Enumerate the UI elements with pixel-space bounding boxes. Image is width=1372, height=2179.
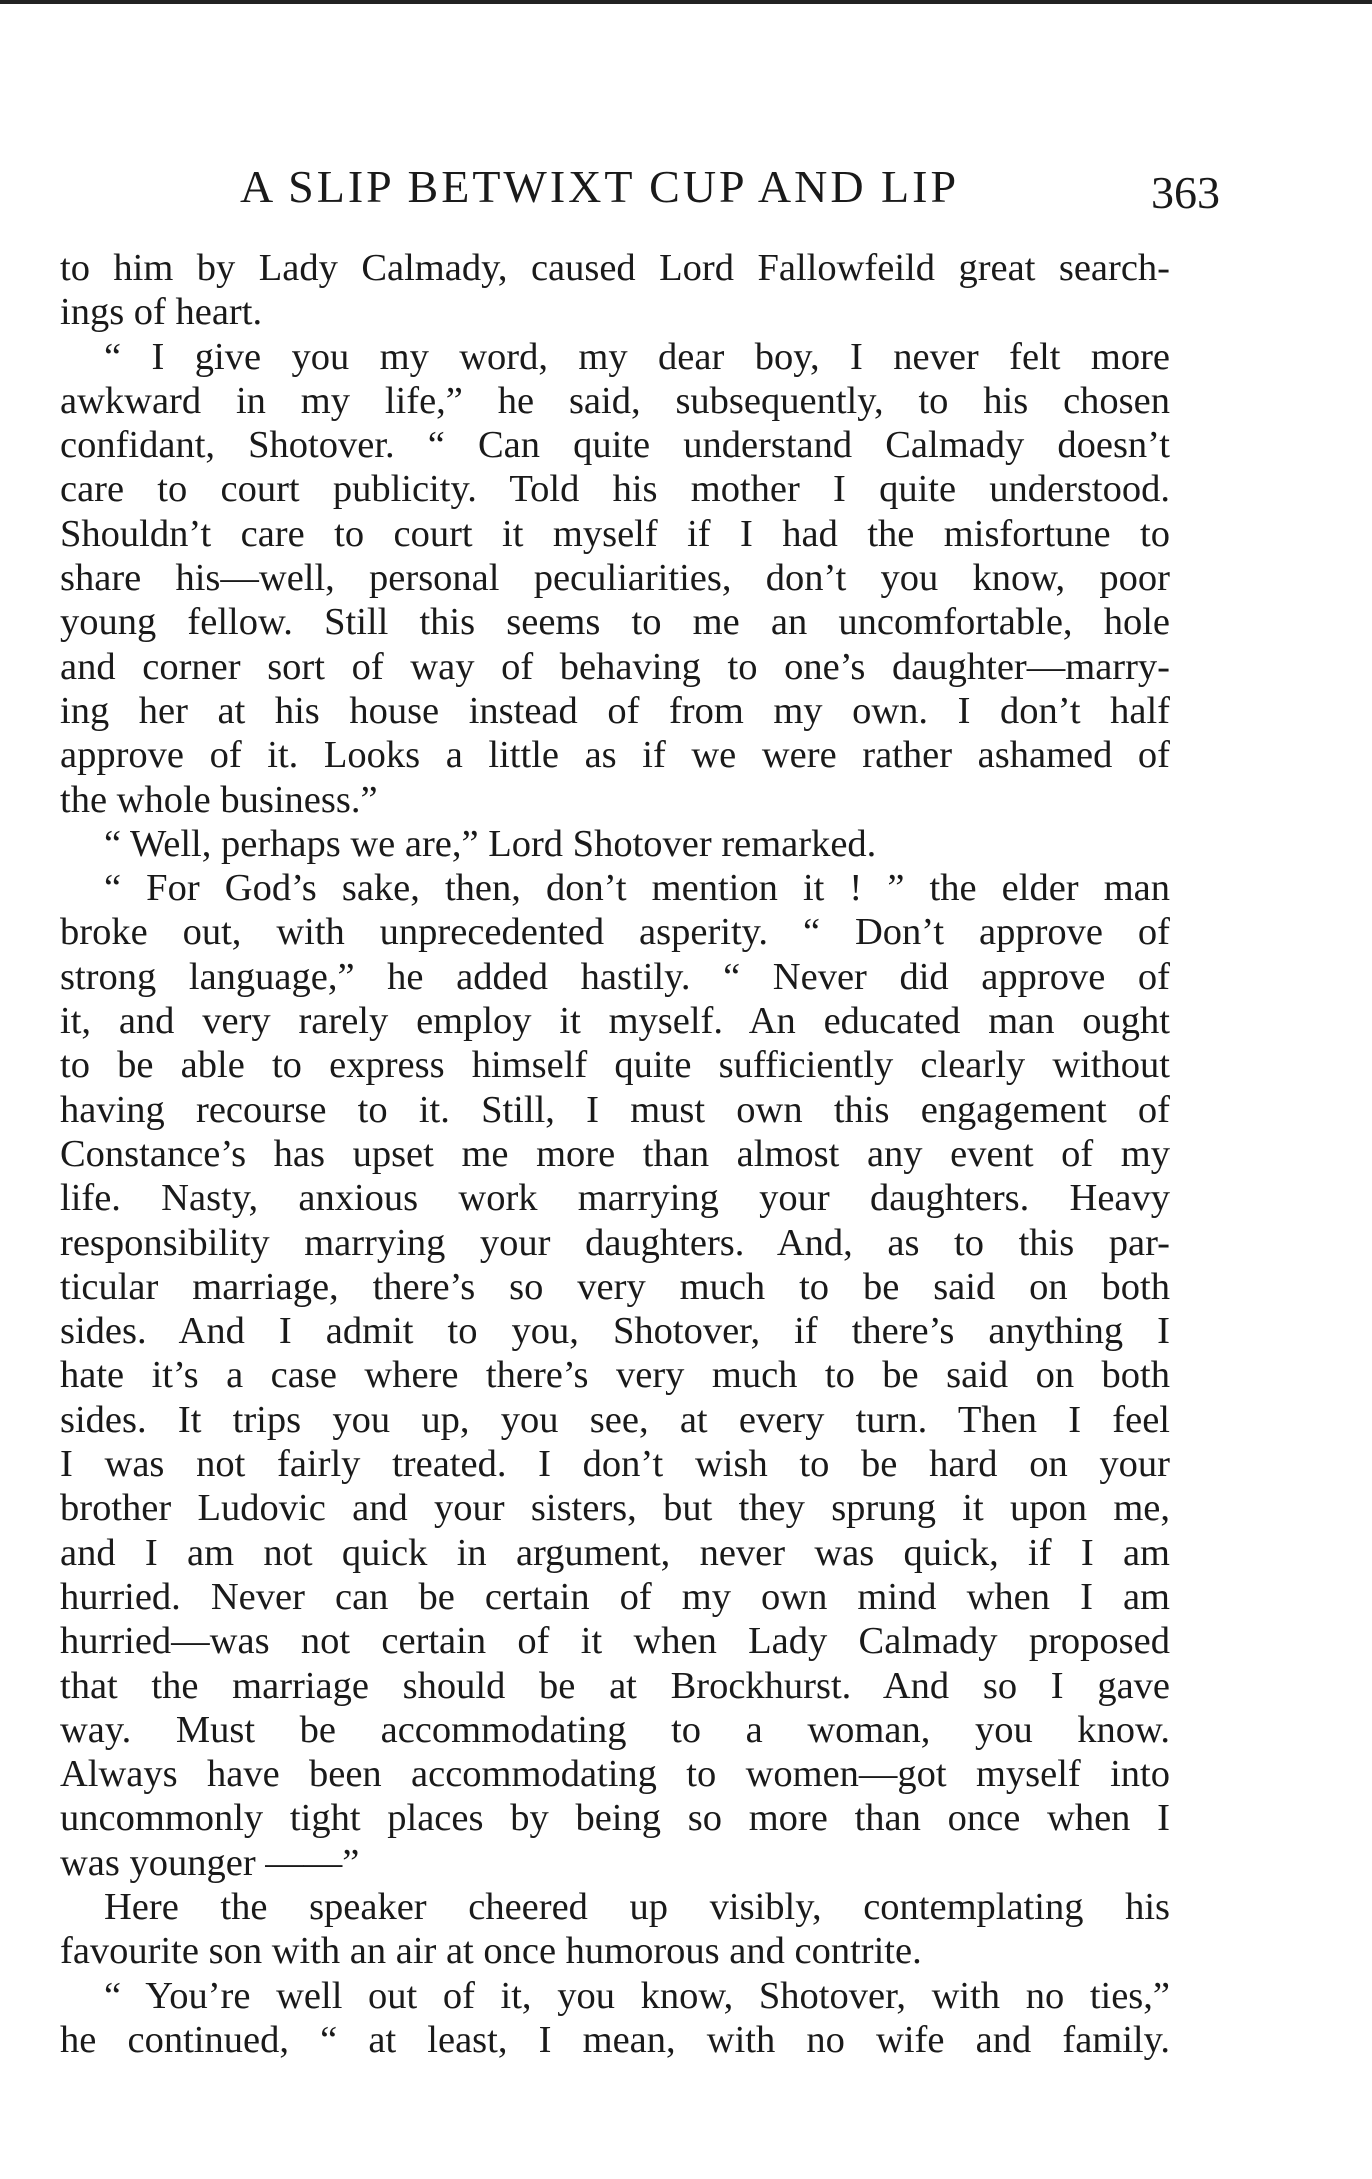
text-line: ticular marriage, there’s so very much to be said on both: [60, 1265, 1170, 1308]
page-header: [60, 160, 1220, 220]
text-line: care to court publicity. Told his mother I quite understood.: [60, 468, 1170, 511]
text-line: Constance’s has upset me more than almost any event of my: [60, 1132, 1170, 1175]
text-line: strong language,” he added hastily. “ Never did approve of: [60, 955, 1170, 998]
text-line: to be able to express himself quite sufficiently clearly without: [60, 1044, 1170, 1087]
text-line: way. Must be accommodating to a woman, you know.: [60, 1708, 1170, 1751]
text-line: hurried. Never can be certain of my own mind when I am: [60, 1575, 1170, 1618]
text-line: hate it’s a case where there’s very much to be said on both: [60, 1354, 1170, 1397]
text-line: life. Nasty, anxious work marrying your daughters. Heavy: [60, 1177, 1170, 1220]
text-line: uncommonly tight places by being so more than once when I: [60, 1797, 1170, 1840]
text-line: confidant, Shotover. “ Can quite understand Calmady doesn’t: [60, 424, 1170, 467]
text-line: “ For God’s sake, then, don’t mention it ! ” the elder man: [104, 867, 1170, 910]
text-line: responsibility marrying your daughters. And, as to this par-: [60, 1221, 1170, 1264]
text-line: share his—well, personal peculiarities, don’t you know, poor: [60, 557, 1170, 600]
text-line: “ You’re well out of it, you know, Shotover, with no ties,”: [104, 1974, 1170, 2017]
text-line: it, and very rarely employ it myself. An educated man ought: [60, 1000, 1170, 1043]
text-line: the whole business.”: [60, 778, 378, 821]
text-line: hurried—was not certain of it when Lady Calmady proposed: [60, 1620, 1170, 1663]
text-line: sides. And I admit to you, Shotover, if there’s anything I: [60, 1310, 1170, 1353]
top-page-edge: [0, 0, 1372, 4]
text-line: Shouldn’t care to court it myself if I had the misfortune to: [60, 512, 1170, 555]
text-line: broke out, with unprecedented asperity. “ Don’t approve of: [60, 911, 1170, 954]
text-line: that the marriage should be at Brockhurst. And so I gave: [60, 1664, 1170, 1707]
text-line: he continued, “ at least, I mean, with no wife and family.: [60, 2018, 1170, 2061]
text-line: sides. It trips you up, you see, at every turn. Then I feel: [60, 1398, 1170, 1441]
text-line: I was not fairly treated. I don’t wish to be hard on your: [60, 1443, 1170, 1486]
text-line: and I am not quick in argument, never was quick, if I am: [60, 1531, 1170, 1574]
running-title: A SLIP BETWIXT CUP AND LIP: [240, 161, 960, 212]
page-number: 363: [1151, 167, 1220, 218]
text-line: “ I give you my word, my dear boy, I never felt more: [104, 335, 1170, 378]
text-line: approve of it. Looks a little as if we were rather ashamed of: [60, 734, 1170, 777]
text-line: was younger ——”: [60, 1841, 360, 1884]
text-line: and corner sort of way of behaving to one’s daughter—marry-: [60, 645, 1170, 688]
text-line: awkward in my life,” he said, subsequently, to his chosen: [60, 379, 1170, 422]
text-line: ings of heart.: [60, 291, 263, 334]
text-line: Here the speaker cheered up visibly, contemplating his: [104, 1885, 1170, 1928]
text-line: to him by Lady Calmady, caused Lord Fallowfeild great search-: [60, 247, 1170, 289]
text-line: “ Well, perhaps we are,” Lord Shotover remarked.: [104, 822, 877, 865]
text-line: favourite son with an air at once humorous and contrite.: [60, 1930, 922, 1973]
text-line: ing her at his house instead of from my own. I don’t half: [60, 689, 1170, 732]
text-line: brother Ludovic and your sisters, but they sprung it upon me,: [60, 1487, 1170, 1530]
text-line: young fellow. Still this seems to me an uncomfortable, hole: [60, 601, 1170, 644]
body-text: [60, 246, 1170, 2062]
text-line: having recourse to it. Still, I must own this engagement of: [60, 1088, 1170, 1131]
text-line: Always have been accommodating to women—got myself into: [60, 1753, 1170, 1796]
